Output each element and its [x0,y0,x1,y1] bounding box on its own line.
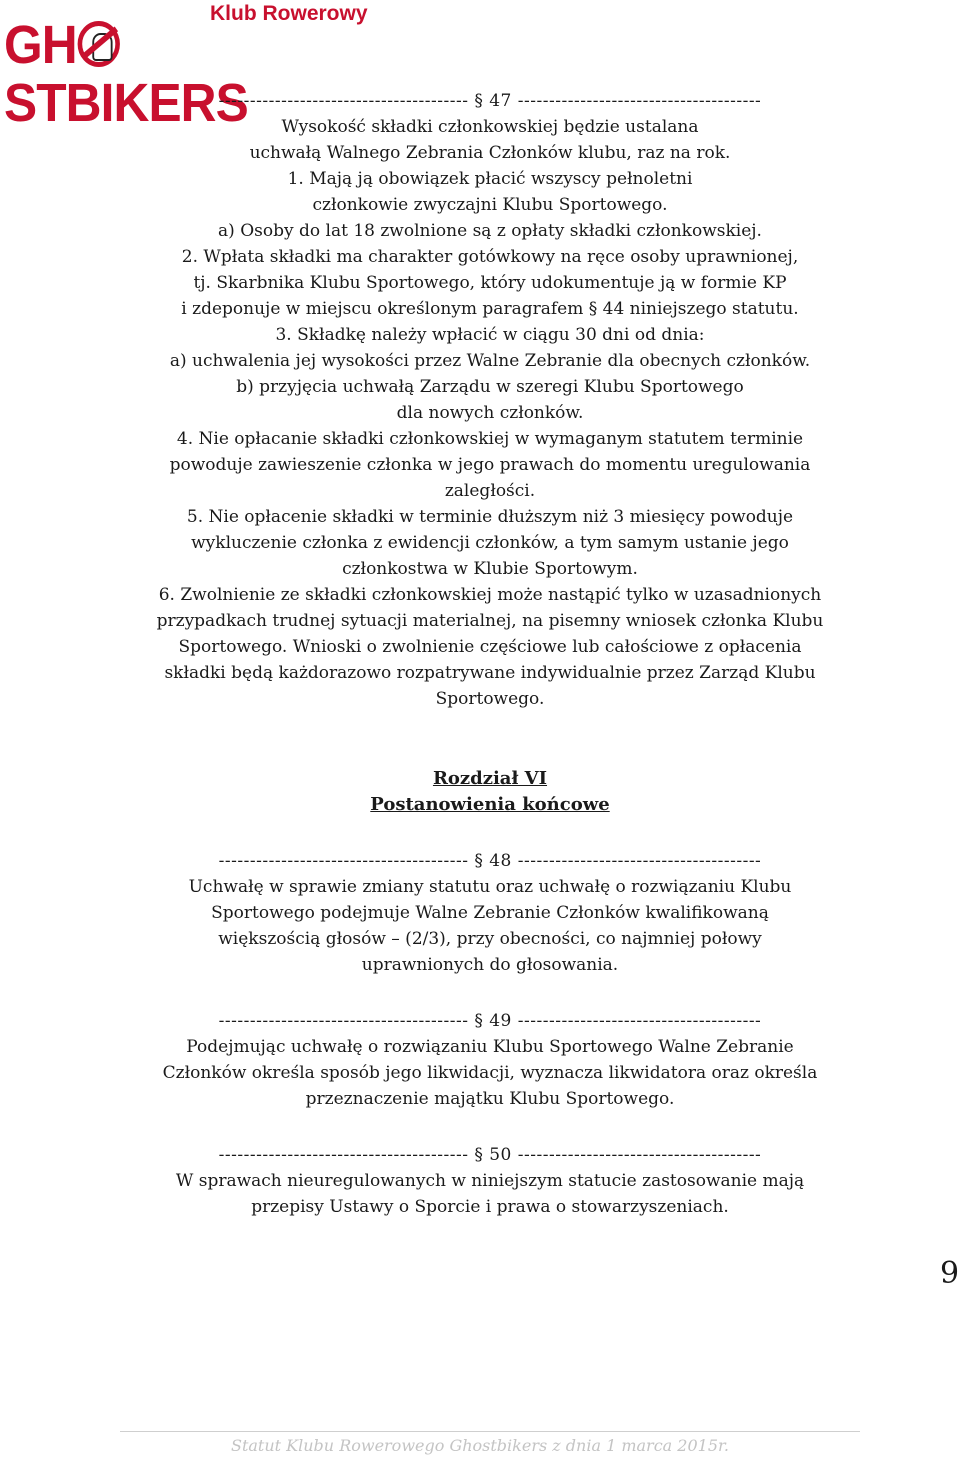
paragraph-line: 5. Nie opłacenie składki w terminie dłuższym niż 3 miesięcy powoduje [186,507,794,527]
paragraph-line: większością głosów – (2/3), przy obecności, co najmniej połowy [218,929,762,949]
section-48-separator: ---------------------------------------- § 48 --------------------------------------- [218,851,762,871]
ghost-logo-icon [78,21,120,67]
paragraph-line: Podejmując uchwałę o rozwiązaniu Klubu Sportowego Walne Zebranie [186,1037,794,1057]
paragraph-line: 1. Mają ją obowiązek płacić wszyscy pełnoletni [287,169,693,189]
paragraph-line: przepisy Ustawy o Sporcie i prawa o stowarzyszeniach. [251,1197,729,1217]
chapter-subtitle: Postanowienia końcowe [370,794,610,815]
chapter-title: Rozdział VI [432,768,548,789]
paragraph-line: przypadkach trudnej sytuacji materialnej, na pisemny wniosek członka Klubu [156,611,824,631]
logo-right-text: STBIKERS [4,73,248,133]
paragraph-line: wykluczenie członka z ewidencji członków, a tym samym ustanie jego [191,533,789,553]
paragraph-line: 4. Nie opłacanie składki członkowskiej w wymaganym statutem terminie [176,429,804,449]
statute-content [100,88,880,1220]
paragraph-line: i zdeponuje w miejscu określonym paragrafem § 44 niniejszego statutu. [181,299,799,319]
paragraph-line: a) Osoby do lat 18 zwolnione są z opłaty składki członkowskiej. [218,221,762,241]
footer-divider [120,1431,860,1432]
paragraph-line: uchwałą Walnego Zebrania Członków klubu, raz na rok. [249,143,731,163]
paragraph-line: Wysokość składki członkowskiej będzie ustalana [281,117,699,137]
paragraph-line: 3. Składkę należy wpłacić w ciągu 30 dni od dnia: [275,325,705,345]
paragraph-line: Członków określa sposób jego likwidacji, wyznacza likwidatora oraz określa [162,1063,818,1083]
logo-left-text: GH [4,15,77,75]
paragraph-line: Sportowego podejmuje Walne Zebranie Członków kwalifikowaną [211,903,769,923]
paragraph-line: W sprawach nieuregulowanych w niniejszym statucie zastosowanie mają [175,1171,805,1191]
paragraph-line: Sportowego. Wnioski o zwolnienie częściowe lub całościowe z opłacenia [178,637,802,657]
section-49-separator: ---------------------------------------- § 49 --------------------------------------- [218,1011,762,1031]
paragraph-line: członkowie zwyczajni Klubu Sportowego. [312,195,668,215]
paragraph-line: Sportowego. [435,689,545,709]
paragraph-line: składki będą każdorazowo rozpatrywane indywidualnie przez Zarząd Klubu [164,663,816,683]
ghostbikers-logo [4,2,374,133]
paragraph-line: przeznaczenie majątku Klubu Sportowego. [305,1089,675,1109]
section-50-body [100,1168,880,1220]
paragraph-line: a) uchwalenia jej wysokości przez Walne Zebranie dla obecnych członków. [169,351,811,371]
paragraph-line: 6. Zwolnienie ze składki członkowskiej może nastąpić tylko w uzasadnionych [158,585,822,605]
section-50-separator: ---------------------------------------- § 50 --------------------------------------- [218,1145,762,1165]
paragraph-line: Uchwałę w sprawie zmiany statutu oraz uchwałę o rozwiązaniu Klubu [188,877,792,897]
paragraph-line: tj. Skarbnika Klubu Sportowego, który udokumentuje ją w formie KP [193,273,787,293]
section-49-body [100,1034,880,1112]
page-number: 9 [940,1256,960,1291]
section-47-body [100,114,880,712]
page-footer: Statut Klubu Rowerowego Ghostbikers z dnia 1 marca 2015r. [231,1436,729,1455]
paragraph-line: 2. Wpłata składki ma charakter gotówkowy na ręce osoby uprawnionej, [181,247,799,267]
paragraph-line: powoduje zawieszenie członka w jego prawach do momentu uregulowania [169,455,811,475]
paragraph-line: b) przyjęcia uchwałą Zarządu w szeregi Klubu Sportowego [236,377,744,397]
paragraph-line: członkostwa w Klubie Sportowym. [342,559,638,579]
paragraph-line: dla nowych członków. [396,403,584,423]
logo-club-text: Klub Rowerowy [210,2,368,25]
paragraph-line: zaległości. [444,481,536,501]
section-47-separator: ---------------------------------------- § 47 --------------------------------------- [218,91,762,111]
paragraph-line: uprawnionych do głosowania. [361,955,619,975]
section-48-body [100,874,880,978]
